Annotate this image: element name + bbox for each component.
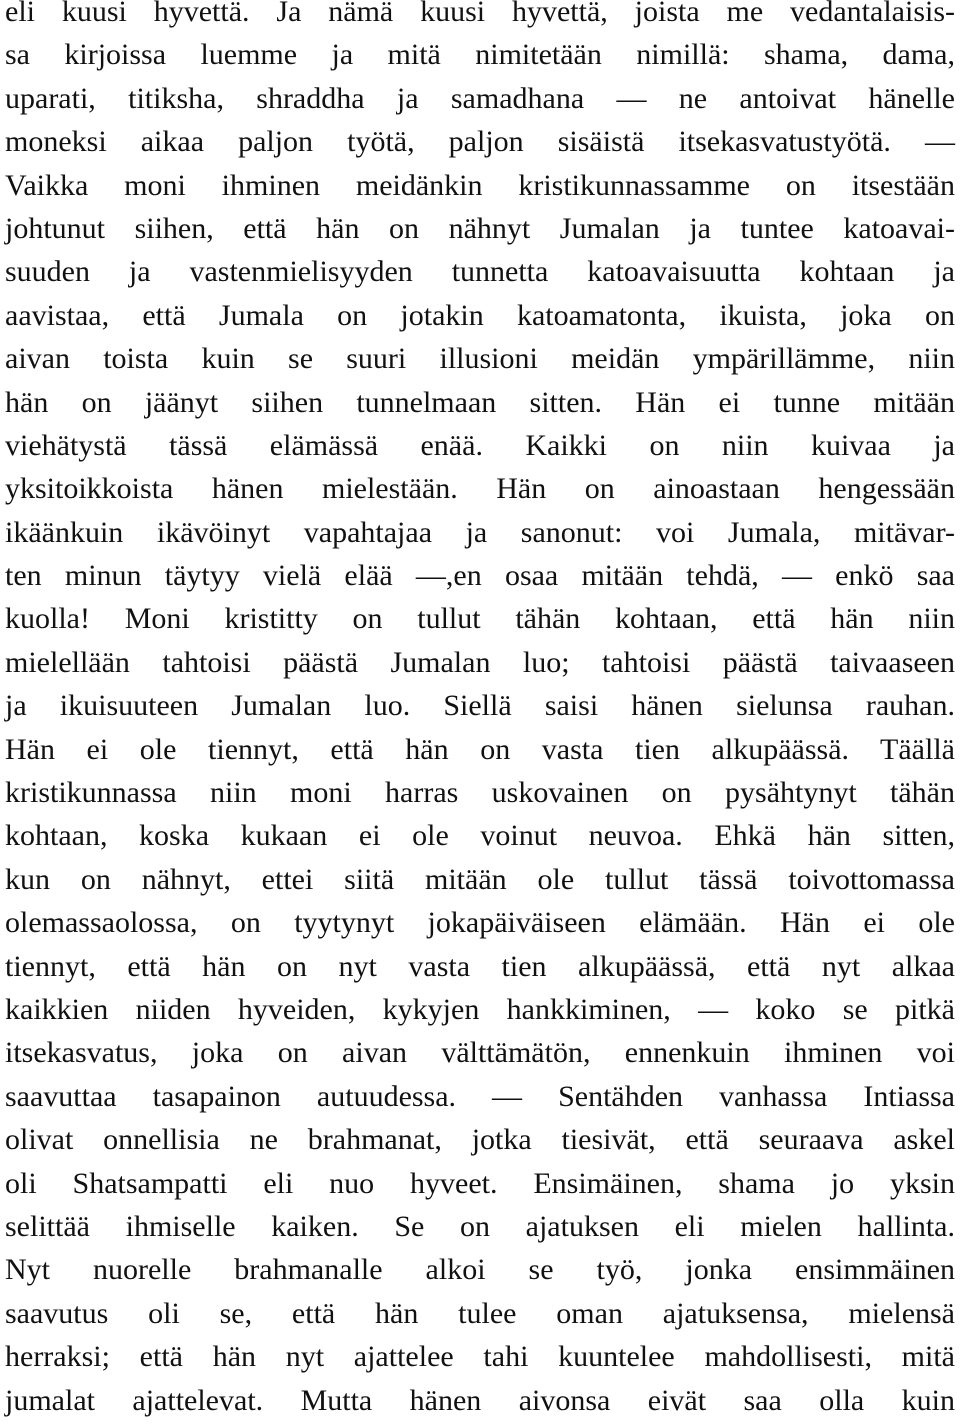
text-line-1: eli kuusi hyvettä. Ja nämä kuusi hyvettä, joista me vedantalaisis- — [5, 0, 955, 28]
text-line-11: viehätystä tässä elämässä enää. Kaikki on niin kuivaa ja — [5, 428, 955, 462]
text-line-14: ten minun täytyy vielä elää —,en osaa mitään tehdä, — enkö saa — [5, 559, 955, 593]
text-line-7: suuden ja vastenmielisyyden tunnetta katoavaisuutta kohtaan ja — [5, 255, 955, 289]
text-line-24: kaikkien niiden hyveiden, kykyjen hankkiminen, — koko se pitkä — [5, 992, 955, 1026]
text-line-18: Hän ei ole tiennyt, että hän on vasta tien alkupäässä. Täällä — [5, 732, 955, 766]
text-line-21: kun on nähnyt, ettei siitä mitään ole tullut tässä toivottomassa — [5, 862, 955, 896]
text-line-27: olivat onnellisia ne brahmanat, jotka tiesivät, että seuraava askel — [5, 1123, 955, 1157]
text-line-20: kohtaan, koska kukaan ei ole voinut neuvoa. Ehkä hän sitten, — [5, 819, 955, 853]
text-line-9: aivan toista kuin se suuri illusioni meidän ympärillämme, niin — [5, 342, 955, 376]
text-line-22: olemassaolossa, on tyytynyt jokapäiväiseen elämään. Hän ei ole — [5, 906, 955, 940]
text-line-17: ja ikuisuuteen Jumalan luo. Siellä saisi hänen sielunsa rauhan. — [5, 689, 955, 723]
text-line-5: Vaikka moni ihminen meidänkin kristikunnassamme on itsestään — [5, 168, 955, 202]
text-line-15: kuolla! Moni kristitty on tullut tähän kohtaan, että hän niin — [5, 602, 955, 636]
text-line-2: sa kirjoissa luemme ja mitä nimitetään nimillä: shama, dama, — [5, 38, 955, 72]
text-line-31: saavutus oli se, että hän tulee oman ajatuksensa, mielensä — [5, 1296, 955, 1330]
text-line-32: herraksi; että hän nyt ajattelee tahi kuuntelee mahdollisesti, mitä — [5, 1340, 955, 1374]
text-line-3: uparati, titiksha, shraddha ja samadhana — ne antoivat hänelle — [5, 81, 955, 115]
text-line-16: mielellään tahtoisi päästä Jumalan luo; tahtoisi päästä taivaaseen — [5, 645, 955, 679]
text-line-12: yksitoikkoista hänen mielestään. Hän on ainoastaan hengessään — [5, 472, 955, 506]
text-line-4: moneksi aikaa paljon työtä, paljon sisäistä itsekasvatustyötä. — — [5, 125, 955, 159]
text-line-29: selittää ihmiselle kaiken. Se on ajatuksen eli mielen hallinta. — [5, 1209, 955, 1243]
text-line-19: kristikunnassa niin moni harras uskovainen on pysähtynyt tähän — [5, 776, 955, 810]
text-line-28: oli Shatsampatti eli nuo hyveet. Ensimäinen, shama jo yksin — [5, 1166, 955, 1200]
text-line-30: Nyt nuorelle brahmanalle alkoi se työ, jonka ensimmäinen — [5, 1253, 955, 1287]
text-line-8: aavistaa, että Jumala on jotakin katoamatonta, ikuista, joka on — [5, 298, 955, 332]
text-line-6: johtunut siihen, että hän on nähnyt Jumalan ja tuntee katoavai- — [5, 211, 955, 245]
text-line-13: ikäänkuin ikävöinyt vapahtajaa ja sanonut: voi Jumala, mitävar- — [5, 515, 955, 549]
text-line-25: itsekasvatus, joka on aivan välttämätön, ennenkuin ihminen voi — [5, 1036, 955, 1070]
document-body-text — [5, 0, 955, 1422]
text-line-26: saavuttaa tasapainon autuudessa. — Sentähden vanhassa Intiassa — [5, 1079, 955, 1113]
text-line-33: jumalat ajattelevat. Mutta hänen aivonsa eivät saa olla kuin — [5, 1383, 955, 1417]
text-line-10: hän on jäänyt siihen tunnelmaan sitten. Hän ei tunne mitään — [5, 385, 955, 419]
text-line-23: tiennyt, että hän on nyt vasta tien alkupäässä, että nyt alkaa — [5, 949, 955, 983]
